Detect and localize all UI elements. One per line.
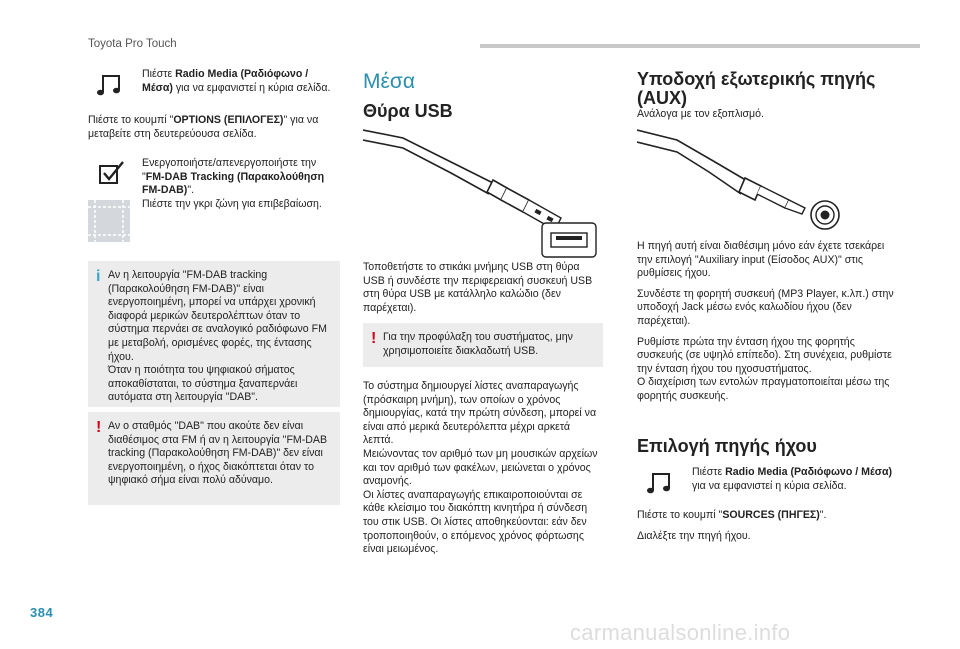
watermark: carmanualsonline.info bbox=[570, 620, 791, 645]
playlist-update-paragraph: Οι λίστες αναπαραγωγής επικαιροποιούνται σε κάθε κλείσιμο του διακόπτη κινητήρα ή σύνδεση του στικ USB. Οι λίστες αποθηκεύονται: εάν δεν τροποποιηθούν, ο επόμενος χρόνος φόρτωσης είναι μειωμένος. bbox=[363, 488, 588, 556]
paragraph-fm-dab-tracking: Ενεργοποιήστε/απενεργοποιήστε την "FM-DAB Tracking (Παρακολούθηση FM-DAB)". bbox=[142, 157, 325, 197]
info-note-text-2: Όταν η ποιότητα του ψηφιακού σήματος αποκαθίσταται, το σύστημα ξαναπερνάει αυτόματα στη λειτουργία "DAB". bbox=[108, 364, 298, 404]
aux-availability-paragraph: Η πηγή αυτή είναι διαθέσιμη μόνο εάν έχετε τσεκάρει την επιλογή "Auxiliary input (Είσοδος AUX)" στις ρυθμίσεις ήχου. bbox=[637, 240, 885, 280]
aux-subtitle: Ανάλογα με τον εξοπλισμό. bbox=[637, 108, 764, 120]
grid-zone-icon bbox=[88, 200, 130, 242]
paragraph-press-options: Πιέστε το κουμπί "OPTIONS (ΕΠΙΛΟΓΕΣ)" για να μεταβείτε στη δευτερεύουσα σελίδα. bbox=[88, 114, 319, 140]
info-note bbox=[88, 261, 340, 407]
warning-icon: ! bbox=[371, 330, 377, 347]
header-rule bbox=[480, 44, 920, 48]
warning-note-left-text: Αν ο σταθμός "DAB" που ακούτε δεν είναι διαθέσιμος στα FM ή αν η λειτουργία "FM-DAB tracking (Παρακολούθηση FM-DAB)" δεν είναι ενεργοποιημένη, ο ήχος διακόπτεται όταν το ψηφιακό σήμα είναι πολύ αδύναμο. bbox=[108, 420, 328, 487]
usb-port-image bbox=[540, 221, 598, 259]
paragraph-press-radio-media: Πιέστε Radio Media (Ραδιόφωνο / Μέσα) για να εμφανιστεί η κύρια σελίδα. bbox=[142, 68, 331, 94]
aux-heading: Υποδοχή εξωτερικής πηγής (AUX) bbox=[637, 69, 876, 108]
section-title: Μέσα bbox=[363, 70, 415, 93]
header-title: Toyota Pro Touch bbox=[88, 38, 177, 50]
warning-note-middle bbox=[363, 323, 603, 367]
aux-volume-paragraph: Ρυθμίστε πρώτα την ένταση ήχου της φορητής συσκευής (σε υψηλό επίπεδο). Στη συνέχεια, ρυθμίστε την ένταση ήχου του ηχοσυστήματος. bbox=[637, 335, 892, 375]
source-press-sources: Πιέστε το κουμπί "SOURCES (ΠΗΓΕΣ)". bbox=[637, 509, 827, 521]
usb-heading: Θύρα USB bbox=[363, 101, 453, 121]
source-press-radio-media: Πιέστε Radio Media (Ραδιόφωνο / Μέσα) για να εμφανιστεί η κύρια σελίδα. bbox=[692, 466, 893, 492]
usb-insert-paragraph: Τοποθετήστε το στικάκι μνήμης USB στη θύρα USB ή συνδέστε την περιφερειακή συσκευή USB στη θύρα USB με κατάλληλο καλώδιο (δεν παρέχεται). bbox=[363, 261, 593, 314]
music-note-icon bbox=[645, 468, 675, 496]
source-select-heading: Επιλογή πηγής ήχου bbox=[637, 436, 817, 456]
source-choose-paragraph: Διαλέξτε την πηγή ήχου. bbox=[637, 529, 751, 542]
playlist-reduce-paragraph: Μειώνοντας τον αριθμό των μη μουσικών αρχείων και τον αριθμό των φακέλων, μειώνεται ο χρόνος αναμονής. bbox=[363, 447, 598, 488]
warning-note-middle-text: Για την προφύλαξη του συστήματος, μην χρησιμοποιείτε διακλαδωτή USB. bbox=[383, 331, 573, 357]
music-note-icon bbox=[95, 70, 125, 98]
aux-connect-paragraph: Συνδέστε τη φορητή συσκευή (MP3 Player, κ.λπ.) στην υποδοχή Jack μέσω ενός καλωδίου ήχου (δεν παρέχεται). bbox=[637, 287, 894, 327]
warning-icon: ! bbox=[96, 419, 102, 436]
jack-socket-image bbox=[808, 198, 842, 232]
paragraph-confirm-grey: Πιέστε την γκρι ζώνη για επιβεβαίωση. bbox=[142, 197, 322, 210]
jack-plug-image bbox=[637, 126, 827, 226]
playlist-creation-paragraph: Το σύστημα δημιουργεί λίστες αναπαραγωγής (πρόσκαιρη μνήμη), των οποίων ο χρόνος δημιουργίας, κατά την πρώτη σύνδεση, μπορεί να είναι από μερικά δευτερόλεπτα μέχρι αρκετά λεπτά. bbox=[363, 380, 597, 447]
checkbox-icon bbox=[97, 160, 127, 186]
aux-control-paragraph: Ο διαχείριση των εντολών πραγματοποιείται μέσω της φορητής συσκευής. bbox=[637, 376, 890, 402]
info-icon: i bbox=[96, 268, 101, 285]
warning-note-left bbox=[88, 412, 340, 505]
info-note-text: Αν η λειτουργία "FM-DAB tracking (Παρακολούθηση FM-DAB)" είναι ενεργοποιημένη, μπορεί να υπάρχει χρονική διαφορά μερικών δευτερολέπτων όταν το σύστημα περνάει σε αναλογικό ραδιόφωνο FM με μεταβολή, ορισμένες φορές, της έντασης ήχου. bbox=[108, 269, 327, 363]
page-number: 384 bbox=[30, 605, 54, 620]
